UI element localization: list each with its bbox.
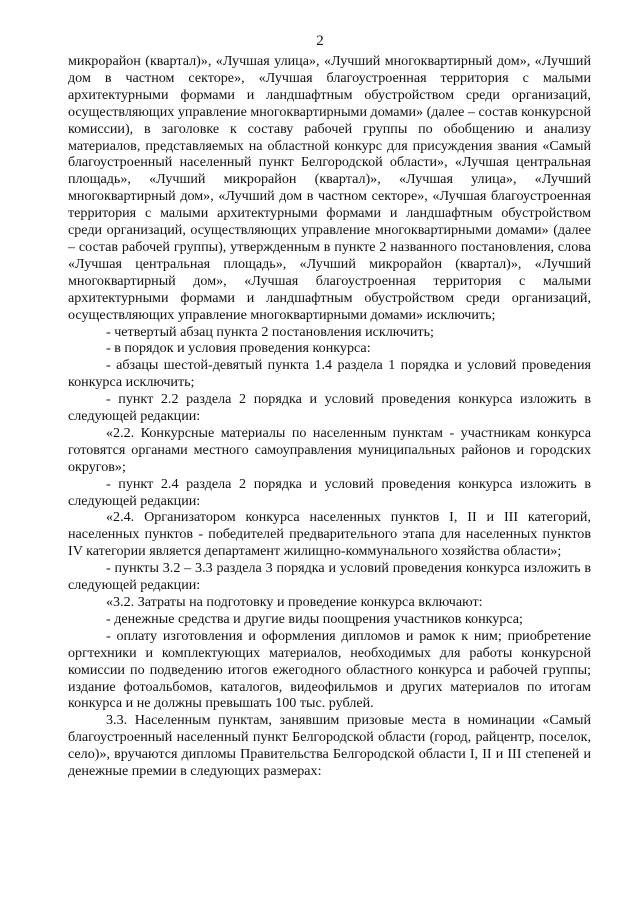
- paragraph-quote: «3.2. Затраты на подготовку и проведение конкурса включают:: [106, 594, 483, 610]
- paragraph-item: 3.3. Населенным пунктам, занявшим призовые места в номинации «Самый благоустроенный населенный пункт Белгородской области (город, райцентр, поселок, село)», вручаются дипломы Правительства Белгородской области I, II и III степеней и денежные премии в следующих размерах:: [68, 712, 591, 780]
- paragraph-continuation: микрорайон (квартал)», «Лучшая улица», «Лучший многоквартирный дом», «Лучший дом в частном секторе», «Лучшая благоустроенная территория с малыми архитектурными формами и ландшафтным обустройством среди организаций, осуществляющих управление многоквартирными домами» (далее – состав конкурсной комиссии), в заголовке к составу рабочей группы по обобщению и анализу материалов, представляемых на областной конкурс для присуждения звания «Самый благоустроенный населенный пункт Белгородской области», «Лучшая центральная площадь», «Лучший микрорайон (квартал)», «Лучшая улица», «Лучший многоквартирный дом», «Лучший дом в частном секторе», «Лучшая благоустроенная территория с малыми архитектурными формами и ландшафтным обустройством среди организаций, осуществляющих управление многоквартирными домами» (далее – состав рабочей группы), утвержденным в пункте 2 названного постановления, слова «Лучшая центральная площадь», «Лучший микрорайон (квартал)», «Лучший многоквартирный дом», «Лучшая благоустроенная территория с малыми архитектурными формами и ландшафтным обустройством среди организаций, осуществляющих управление многоквартирными домами» исключить;: [68, 53, 592, 323]
- paragraph-item: - оплату изготовления и оформления дипломов и рамок к ним; приобретение оргтехники и комплектующих материалов, необходимых для работы конкурсной комиссии по подведению итогов ежегодного областного конкурса и рабочей группы; издание фотоальбомов, каталогов, видеофильмов и других материалов по итогам конкурса и не должны превышать 100 тыс. рублей.: [68, 627, 591, 712]
- paragraph-item: - в порядок и условия проведения конкурса:: [106, 340, 371, 357]
- paragraph-quote: «2.4. Организатором конкурса населенных пунктов I, II и III категорий, населенных пунктов - победителей предварительного этапа для населенных пунктов IV категории является департамент жилищно-коммунального хозяйства области»;: [68, 509, 591, 560]
- paragraph-quote: «2.2. Конкурсные материалы по населенным пунктам - участникам конкурса готовятся органами местного самоуправления муниципальных районов и городских округов»;: [68, 424, 591, 475]
- paragraph-item: - пункты 3.2 – 3.3 раздела 3 порядка и условий проведения конкурса изложить в следующей редакции:: [68, 560, 591, 594]
- document-body: [68, 53, 591, 780]
- page-number: 2: [316, 33, 324, 49]
- paragraph-item: - абзацы шестой-девятый пункта 1.4 раздела 1 порядка и условий проведения конкурса исключить;: [68, 357, 591, 391]
- paragraph-item: - денежные средства и другие виды поощрения участников конкурса;: [106, 610, 523, 627]
- paragraph-item: - четвертый абзац пункта 2 постановления исключить;: [106, 323, 434, 340]
- paragraph-item: - пункт 2.4 раздела 2 порядка и условий проведения конкурса изложить в следующей редакции:: [68, 475, 591, 509]
- paragraph-item: - пункт 2.2 раздела 2 порядка и условий проведения конкурса изложить в следующей редакции:: [68, 391, 591, 425]
